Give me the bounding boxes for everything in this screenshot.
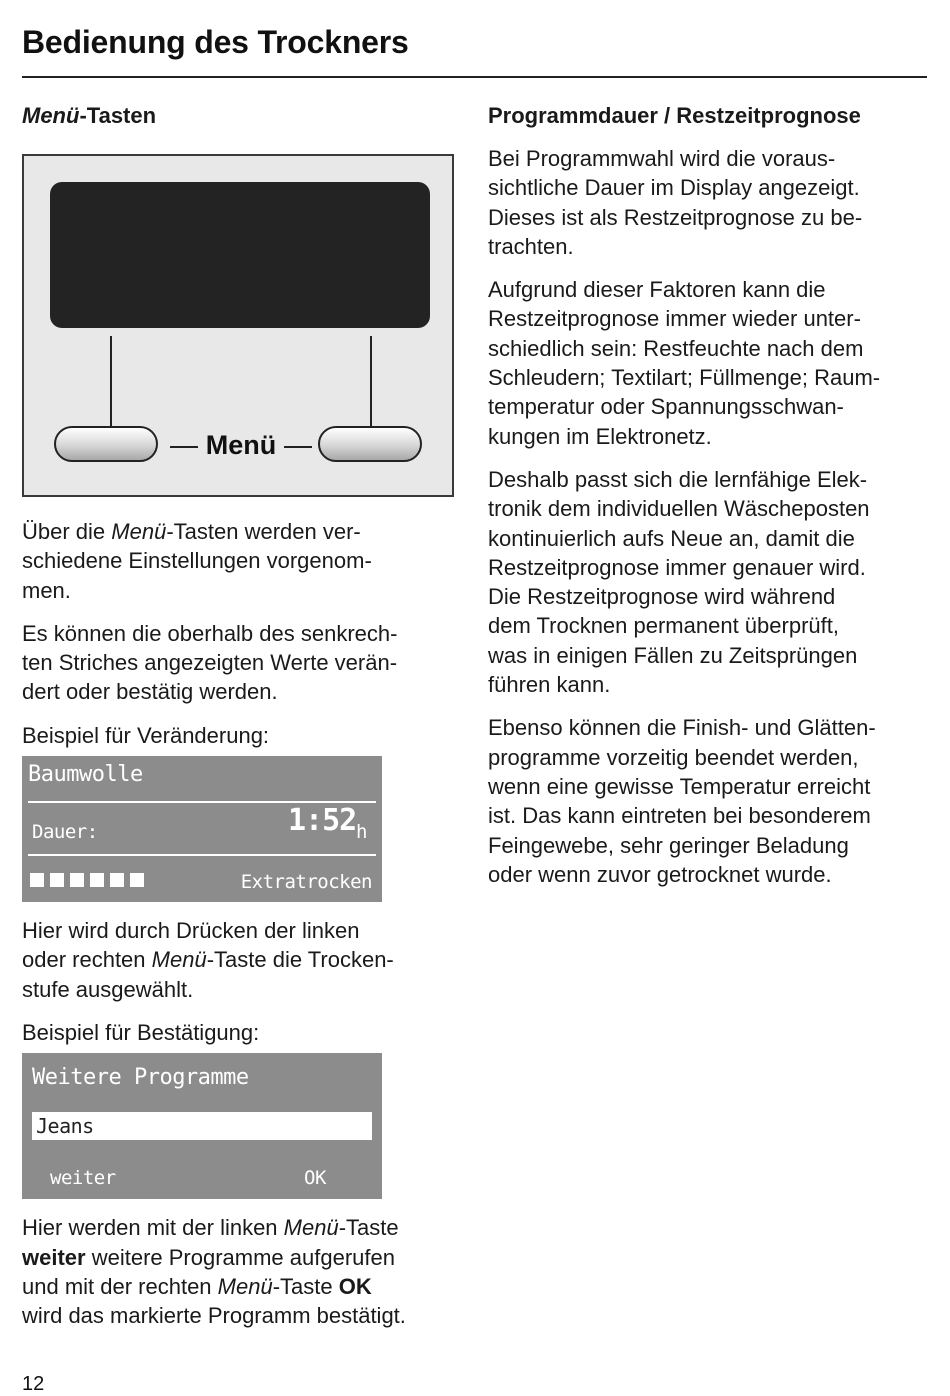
paragraph-duration-2: Aufgrund dieser Faktoren kann die Restzeitprognose immer wieder unter- schiedlich sein: Restfeuchte nach dem Schleudern; Textilart; Füllmenge; Raum- temperatur oder Spannungsschwan- kungen im Elektronetz.	[488, 277, 881, 449]
left-indicator-line	[110, 336, 112, 428]
right-indicator-line	[370, 336, 372, 428]
paragraph-menu-keys: Über die Menü-Tasten werden ver- schiedene Einstellungen vorgenom- men.	[22, 519, 372, 603]
level-block	[70, 873, 84, 887]
section-heading-menu-keys: Menü-Tasten	[22, 103, 157, 128]
display-example-change	[22, 756, 382, 902]
page-number: 12	[22, 1373, 45, 1395]
right-column	[488, 100, 928, 903]
display-separator	[28, 854, 376, 856]
paragraph-duration-4: Ebenso können die Finish- und Glätten- programme vorzeitig beendet werden, wenn eine gewisse Temperatur erreicht ist. Das kann eintreten bei besonderem Feingewebe, sehr geringer Beladung oder wenn zuvor getrocknet wurde.	[488, 715, 876, 887]
display-duration-value: 1:52	[288, 803, 357, 839]
page-title: Bedienung des Trockners	[22, 24, 409, 60]
display-dryness-level: Extratrocken	[240, 871, 372, 894]
example-confirm-label: Beispiel für Bestätigung:	[22, 1019, 260, 1045]
right-menu-button[interactable]	[318, 426, 422, 462]
level-block	[110, 873, 124, 887]
paragraph-duration-1: Bei Programmwahl wird die voraus- sichtliche Dauer im Display angezeigt. Dieses ist als Restzeitprognose zu be- trachten.	[488, 146, 863, 259]
level-block	[30, 873, 44, 887]
level-block	[130, 873, 144, 887]
title-rule	[22, 76, 927, 78]
paragraph-duration-3: Deshalb passt sich die lernfähige Elek- tronik dem individuellen Wäscheposten kontinuierlich aufs Neue an, damit die Restzeitprognose immer genauer wird. Die Restzeitprognose wird während dem Trocknen permanent überprüft, was in einigen Fällen zu Zeitsprüngen führen kann.	[488, 466, 870, 698]
level-block	[50, 873, 64, 887]
display-program-name: Baumwolle	[28, 762, 143, 788]
display-title: Weitere Programme	[32, 1065, 249, 1091]
display-softkey-weiter: weiter	[50, 1167, 116, 1190]
level-block	[90, 873, 104, 887]
dryness-level-blocks	[30, 873, 144, 887]
display-duration-unit: h	[356, 821, 368, 844]
paragraph-values: Es können die oberhalb des senkrech- ten Striches angezeigten Werte verän- dert oder bestätig werden.	[22, 620, 398, 705]
paragraph-confirm-explanation: Hier werden mit der linken Menü-Taste weiter weitere Programme aufgerufen und mit der rechten Menü-Taste OK wird das markierte Programm bestätigt.	[22, 1215, 406, 1329]
display-screen	[50, 182, 430, 328]
menu-label: Menü	[205, 430, 277, 460]
left-menu-button[interactable]	[54, 426, 158, 462]
display-example-confirm	[22, 1053, 382, 1199]
section-heading-duration: Programmdauer / Restzeitprognose	[488, 103, 861, 128]
display-duration-label: Dauer:	[32, 821, 98, 844]
control-panel-illustration	[22, 154, 454, 497]
display-selected-program: Jeans	[32, 1112, 372, 1140]
display-softkey-ok: OK	[304, 1167, 326, 1190]
paragraph-change-explanation: Hier wird durch Drücken der linken oder rechten Menü-Taste die Trocken- stufe ausgewählt.	[22, 918, 394, 1002]
example-change-label: Beispiel für Veränderung:	[22, 722, 270, 748]
left-column	[22, 100, 462, 1344]
